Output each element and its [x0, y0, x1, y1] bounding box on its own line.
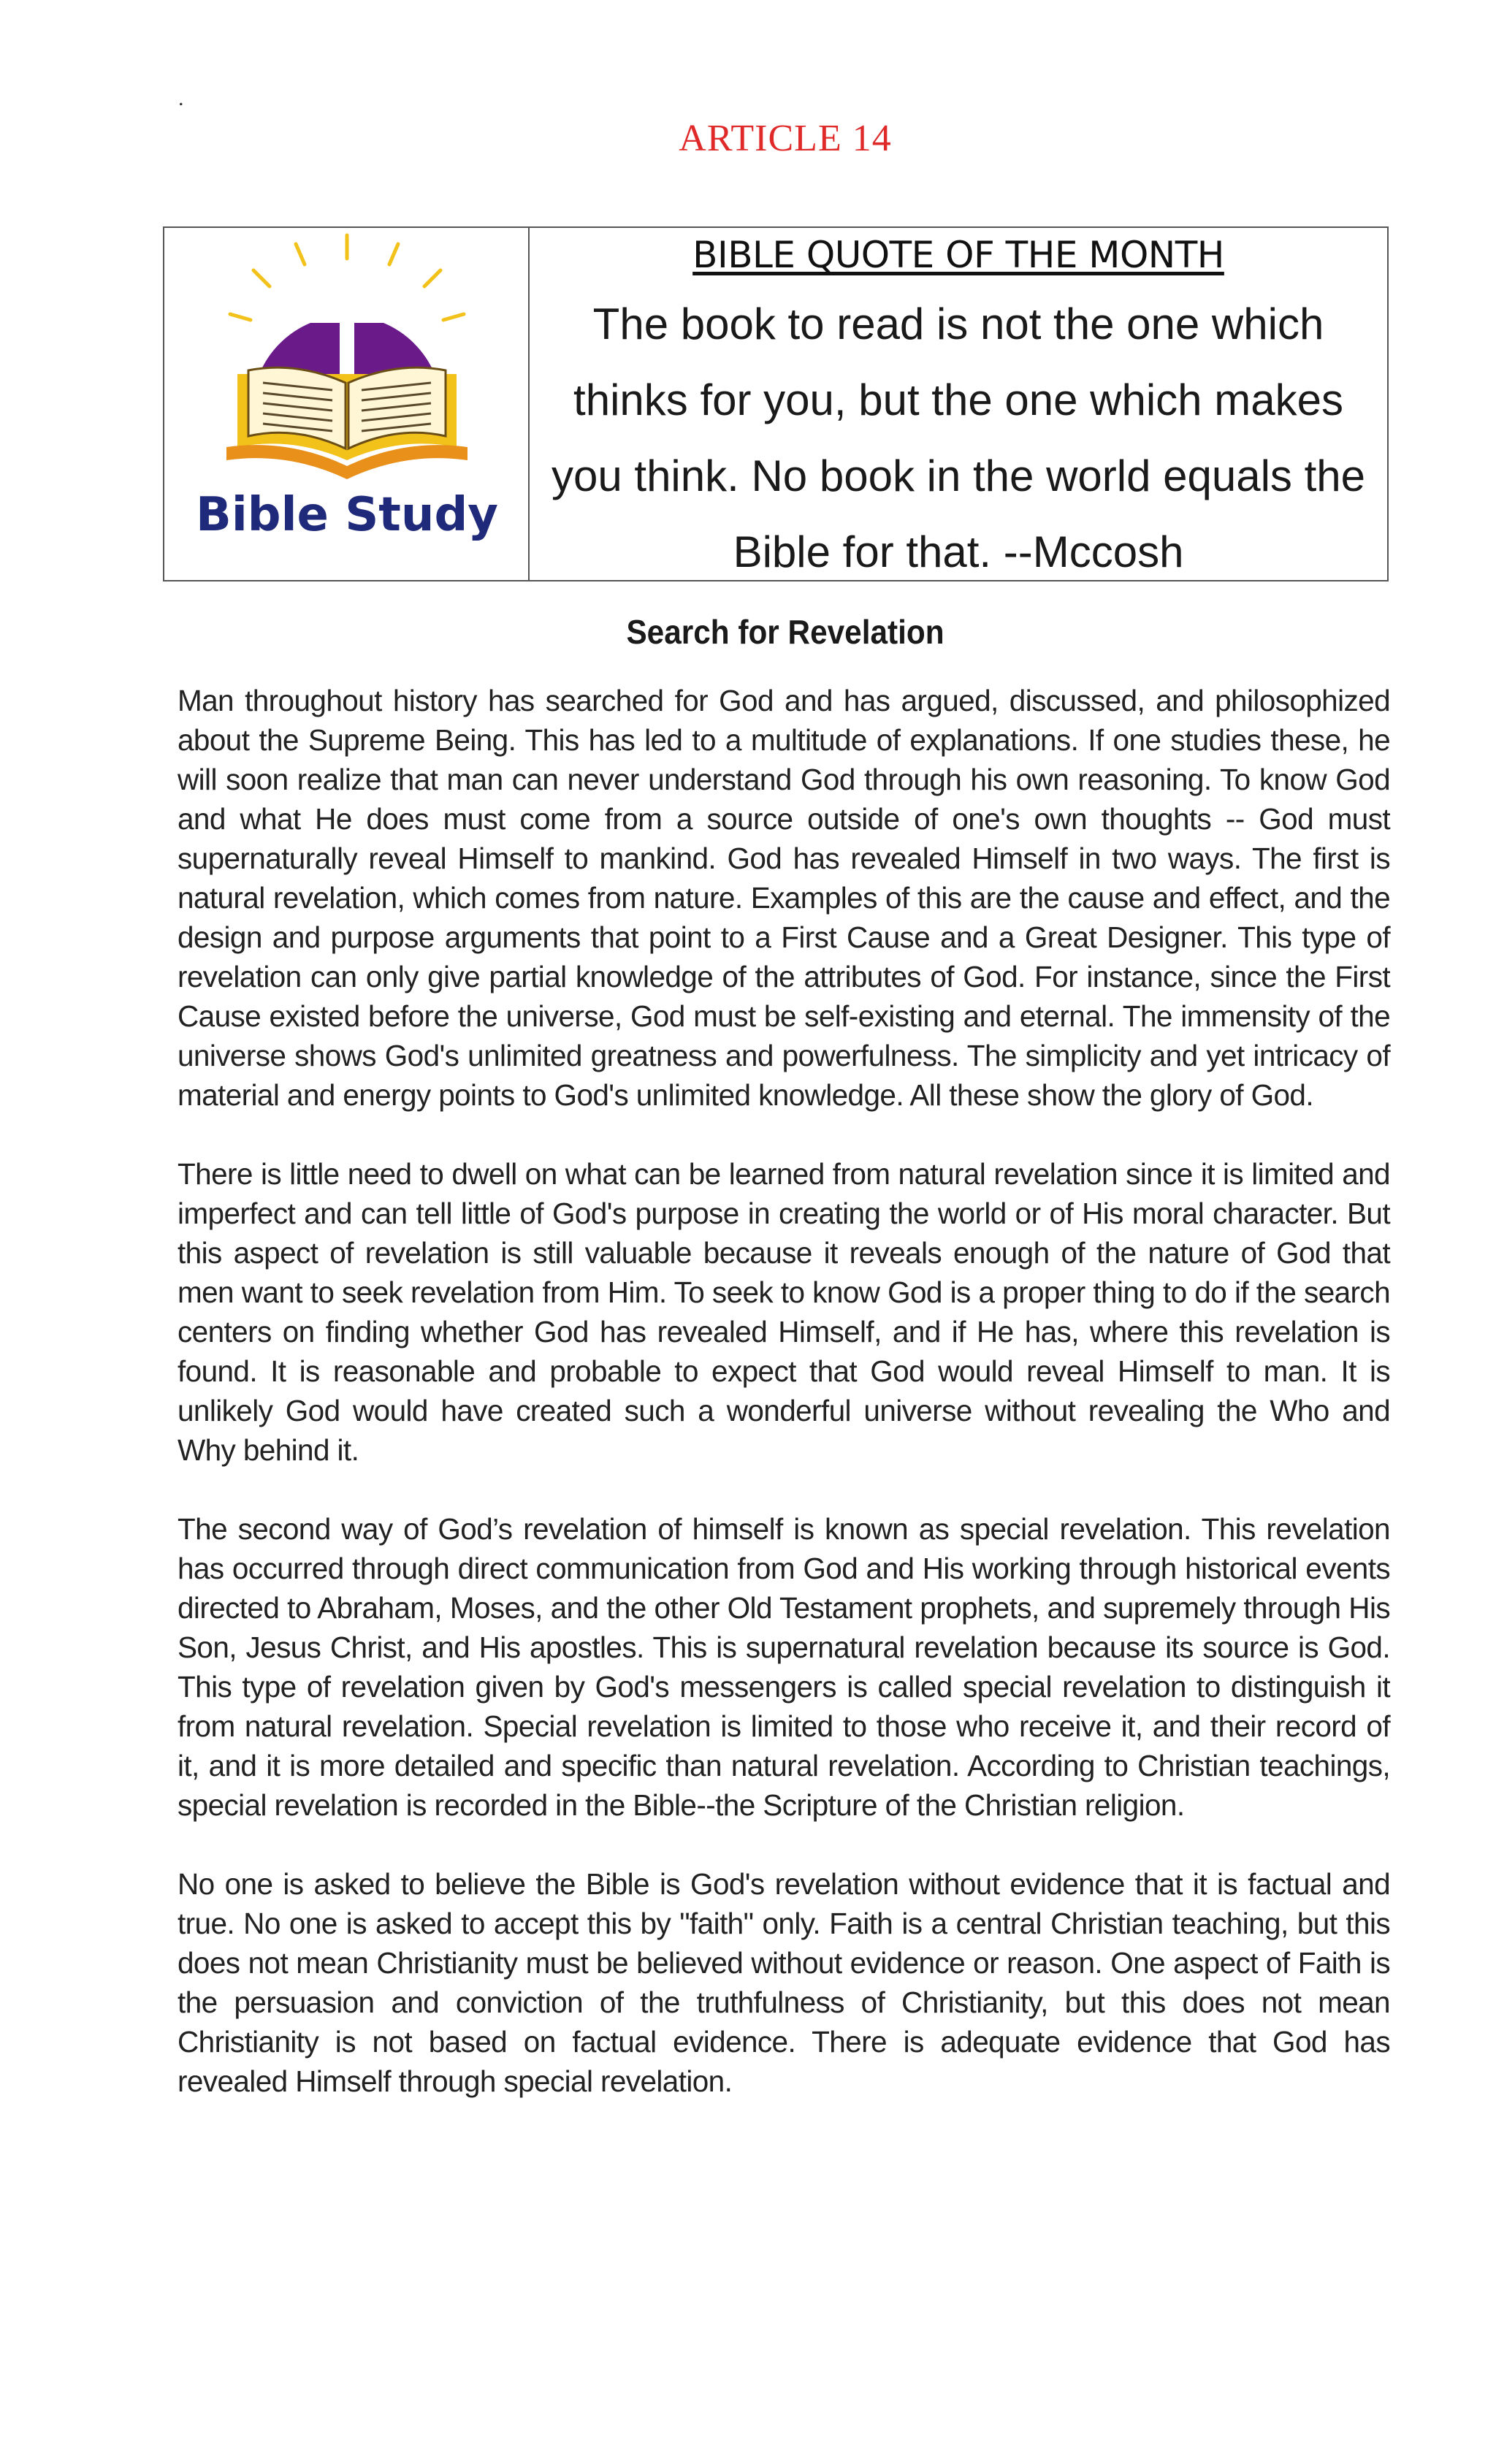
- quote-cell: [530, 228, 1387, 580]
- body-paragraph: The second way of God’s revelation of himself is known as special revelation. This revelation has occurred through direct communication from God and His working through historical events directed to Abraham, Moses, and the other Old Testament prophets, and supremely through His Son, Jesus Christ, and His apostles. This is supernatural revelation because its source is God. This type of revelation given by God's messengers is called special revelation to distinguish it from natural revelation. Special revelation is limited to those who receive it, and their record of it, and it is more detailed and specific than natural revelation. According to Christian teachings, special revelation is recorded in the Bible--the Scripture of the Christian religion.: [178, 1512, 1390, 1822]
- article-body: [178, 681, 1390, 2140]
- section-title: Search for Revelation: [626, 613, 944, 651]
- logo-caption: Bible Study: [196, 488, 498, 542]
- quote-of-the-month-box: [163, 226, 1389, 581]
- bible-study-logo: [164, 228, 530, 580]
- body-paragraph: Man throughout history has searched for God and has argued, discussed, and philosophized about the Supreme Being. This has led to a multitude of explanations. If one studies these, he will soon realize that man can never understand God through his own reasoning. To know God and what He does must come from a source outside of one's own thoughts -- God must supernaturally reveal Himself to mankind. God has revealed Himself in two ways. The first is natural revelation, which comes from nature. Examples of this are the cause and effect, and the design and purpose arguments that point to a First Cause and a Great Designer. This type of revelation can only give partial knowledge of the attributes of God. For instance, since the First Cause existed before the universe, God must be self-existing and eternal. The immensity of the universe shows God's unlimited greatness and powerfulness. The simplicity and yet intricacy of material and energy points to God's unlimited knowledge. All these show the glory of God.: [178, 684, 1390, 1112]
- article-title: ARTICLE 14: [679, 118, 892, 159]
- stray-dot-mark: .: [178, 86, 184, 110]
- bible-study-logo-icon: [186, 228, 508, 491]
- body-paragraph: No one is asked to believe the Bible is God's revelation without evidence that it is factual and true. No one is asked to accept this by "faith" only. Faith is a central Christian teaching, but this does not mean Christianity must be believed without evidence or reason. One aspect of Faith is the persuasion and conviction of the truthfulness of Christianity, but this does not mean Christianity is not based on factual evidence. There is adequate evidence that God has revealed Himself through special revelation.: [178, 1867, 1390, 2098]
- body-paragraph: There is little need to dwell on what can be learned from natural revelation since it is limited and imperfect and can tell little of God's purpose in creating the world or of His moral character. But this aspect of revelation is still valuable because it reveals enough of the nature of God that men want to seek revelation from Him. To seek to know God is a proper thing to do if the search centers on finding whether God has revealed Himself, and if He has, where this revelation is found. It is reasonable and probable to expect that God would reveal Himself to man. It is unlikely God would have created such a wonderful universe without revealing the Who and Why behind it.: [178, 1157, 1390, 1467]
- quote-text: The book to read is not the one which thinks for you, but the one which makes you think. No book in the world equals the Bible for that. --Mccosh: [551, 300, 1365, 576]
- quote-heading: BIBLE QUOTE OF THE MONTH: [692, 234, 1224, 276]
